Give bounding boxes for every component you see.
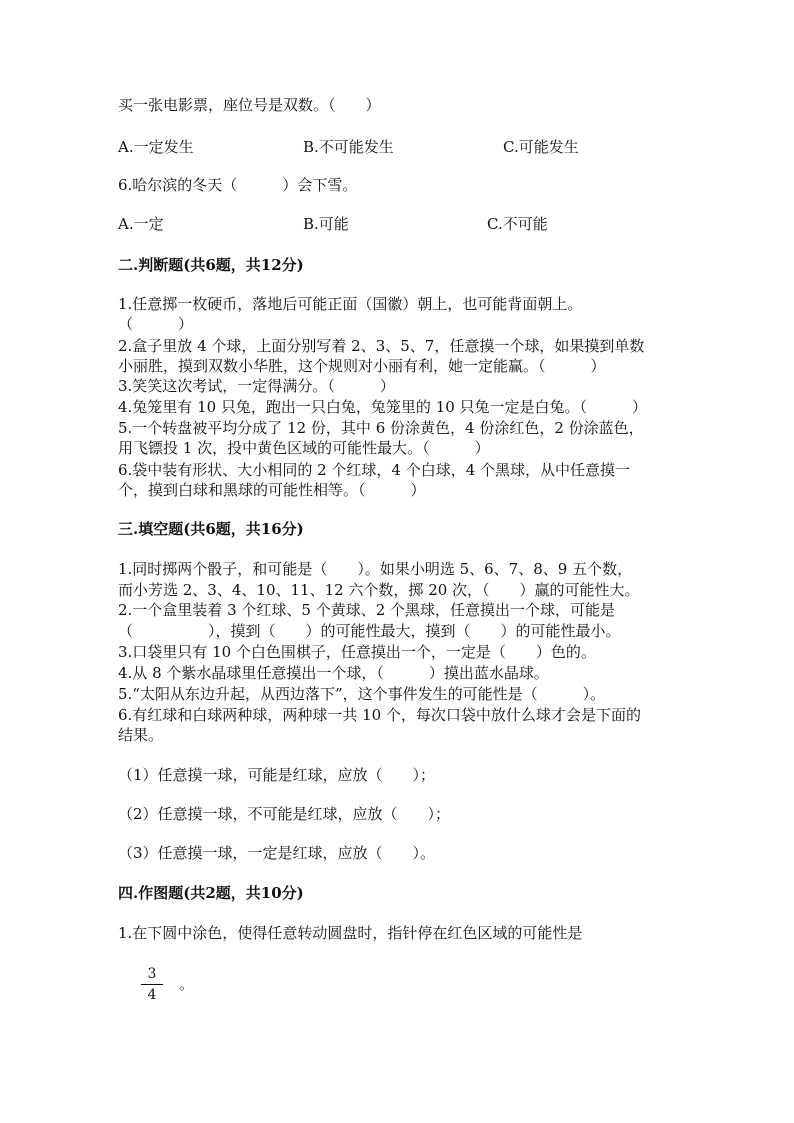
fill-line: 5.“太阳从东边升起，从西边落下”，这个事件发生的可能性是（ ）。: [118, 685, 606, 703]
fill-line: 4.从 8 个紫水晶球里任意摸出一个球，（ ）摸出蓝水晶球。: [118, 664, 549, 682]
fill-line: （ ），摸到（ ）的可能性最大，摸到（ ）的可能性最小。: [118, 622, 621, 640]
judge-line: （ ）: [118, 315, 194, 333]
q6-option-c: C.不可能: [487, 215, 548, 233]
question-5-stem: 买一张电影票，座位号是双数。（ ）: [118, 96, 381, 114]
judge-line: 2.盒子里放 4 个球，上面分别写着 2、3、5、7，任意摸一个球，如果摸到单数: [118, 337, 645, 355]
fraction-denominator: 4: [147, 987, 157, 1003]
fill-line: 3.口袋里只有 10 个白色围棋子，任意摸出一个，一定是（ ）色的。: [118, 643, 596, 661]
judge-line: 个，摸到白球和黑球的可能性相等。（ ）: [118, 481, 426, 499]
sentence-period: 。: [179, 975, 195, 993]
fill-line: 2.一个盒里装着 3 个红球、5 个黄球、2 个黑球，任意摸出一个球，可能是: [118, 601, 616, 619]
sub-item: （3）任意摸一球，一定是红球，应放（ ）。: [118, 844, 436, 862]
fill-line: 6.有红球和白球两种球，两种球一共 10 个，每次口袋中放什么球才会是下面的: [118, 706, 641, 724]
q6-option-a: A.一定: [118, 215, 164, 233]
judge-line: 3.笑笑这次考试，一定得满分。（ ）: [118, 377, 395, 395]
fill-line: 结果。: [118, 726, 164, 744]
section-2-heading: 二.判断题(共6题，共12分): [118, 256, 304, 274]
sub-item: （2）任意摸一球，不可能是红球，应放（ ）；: [118, 805, 451, 823]
judge-line: 1.任意掷一枚硬币，落地后可能正面（国徽）朝上，也可能背面朝上。: [118, 295, 583, 313]
fraction-three-quarters: [141, 966, 163, 1003]
drawing-question-1-stem: 1.在下圆中涂色，使得任意转动圆盘时，指针停在红色区域的可能性是: [118, 924, 583, 942]
judge-line: 用飞镖投 1 次，投中黄色区域的可能性最大。（ ）: [118, 439, 490, 457]
sub-item: （1）任意摸一球，可能是红球，应放（ ）；: [118, 766, 436, 784]
judge-line: 小丽胜，摸到双数小华胜，这个规则对小丽有利，她一定能赢。（ ）: [118, 357, 606, 375]
fraction-bar: [141, 984, 163, 985]
q5-option-c: C.可能发生: [503, 138, 579, 156]
question-6-stem: 6.哈尔滨的冬天（ ）会下雪。: [118, 176, 358, 194]
fraction-numerator: 3: [147, 966, 157, 982]
q6-option-b: B.可能: [303, 215, 349, 233]
fill-line: 1.同时掷两个骰子，和可能是（ ）。如果小明选 5、6、7、8、9 五个数，: [118, 560, 633, 578]
judge-line: 5.一个转盘被平均分成了 12 份，其中 6 份涂黄色，4 份涂红色，2 份涂蓝色，: [118, 419, 644, 437]
q5-option-b: B.不可能发生: [303, 138, 394, 156]
fill-line: 而小芳选 2、3、4、10、11、12 六个数，掷 20 次，（ ）赢的可能性大。: [118, 581, 640, 599]
judge-line: 6.袋中装有形状、大小相同的 2 个红球，4 个白球，4 个黑球，从中任意摸一: [118, 461, 631, 479]
q5-option-a: A.一定发生: [118, 138, 194, 156]
section-4-heading: 四.作图题(共2题，共10分): [118, 884, 304, 902]
judge-line: 4.兔笼里有 10 只兔，跑出一只白兔，兔笼里的 10 只兔一定是白兔。（ ）: [118, 398, 648, 416]
section-3-heading: 三.填空题(共6题，共16分): [118, 520, 304, 538]
